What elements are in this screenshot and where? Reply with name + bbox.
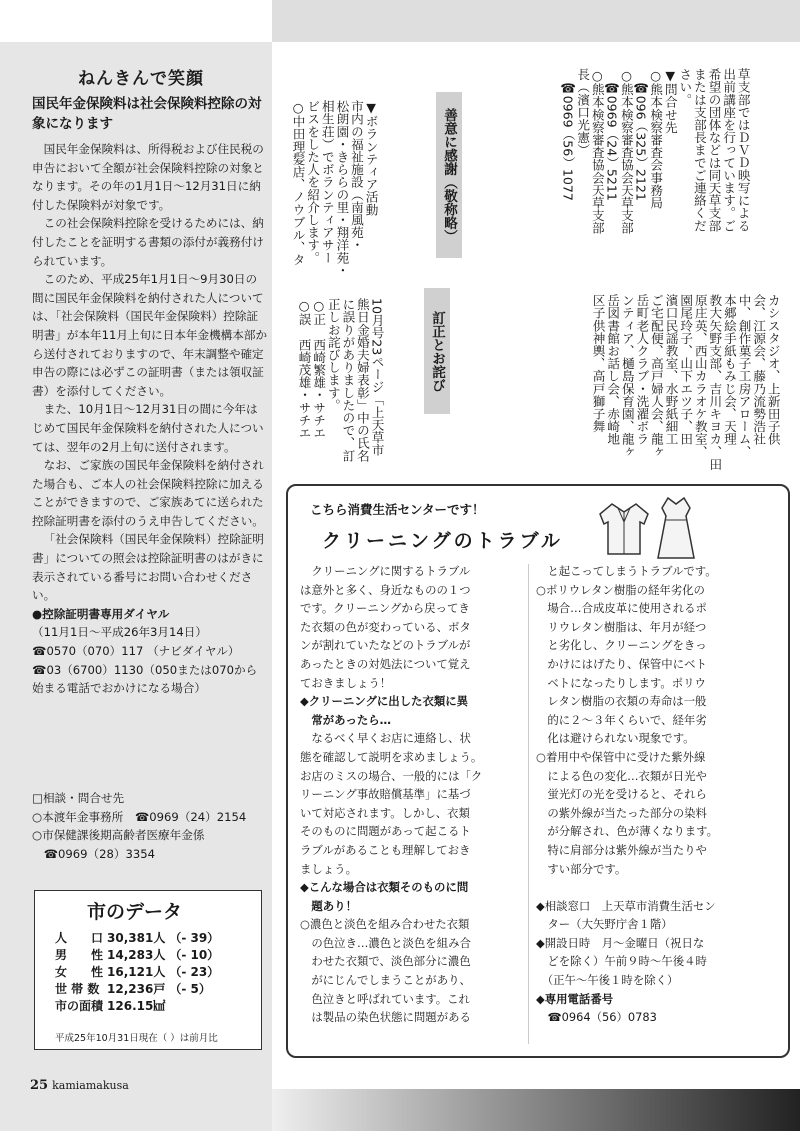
vertical-line: 中、創作菓子工房アローム、 xyxy=(736,294,752,458)
text-line: ◆専用電話番号 xyxy=(536,991,614,1006)
dress-icon xyxy=(654,494,698,562)
vertical-line: ○誤 西崎茂雄・サチエ xyxy=(296,298,312,440)
vertical-line: ○熊本検察審査会事務局 xyxy=(648,68,664,210)
correction-heading: 訂正とお詫び xyxy=(424,288,450,414)
text-line: は製品の染色状態に問題がある xyxy=(300,1010,471,1025)
row-label: 市の面積 xyxy=(55,999,104,1013)
vertical-line: 岳町老人クラブ・洗濯ボラ xyxy=(634,294,650,446)
contact-line: ○市保健課後期高齢者医療年金係 xyxy=(32,828,205,843)
vertical-line: ▼問合せ先 xyxy=(662,68,678,134)
vertical-line: ○熊本検察審査協会天草支部 xyxy=(589,68,605,235)
volunteer-text-block xyxy=(290,92,392,282)
jacket-icon xyxy=(594,498,654,558)
pension-paragraph: なお、ご家族の国民年金保険料を納付された場合も、ご本人の社会保険料控除に加えることができますので、ご家族あてに送られた控除証明書を添付のうえ申告してください。 xyxy=(32,458,264,528)
row-label: 女 性 xyxy=(55,965,104,979)
contact-section xyxy=(32,789,268,863)
vertical-line: ☎096（325）2121 xyxy=(633,68,649,201)
vertical-line: 草支部ではＤＶＤ映写による xyxy=(735,68,751,232)
text-line: ましょう。 xyxy=(300,861,357,876)
vertical-line: ☎0969（56）1077 xyxy=(560,68,576,201)
pension-paragraph: 「社会保険料（国民年金保険料）控除証明書」についての照会は控除証明書のはがきに表示されている番号にお問い合わせください。 xyxy=(32,532,264,603)
text-line: 題あり！ xyxy=(300,898,357,913)
text-line: かけにはげたり、保管中にベト xyxy=(536,656,707,671)
pension-article-title: 国民年金保険料は社会保険料控除の対象になります xyxy=(32,96,262,132)
thanks-heading: 善意に感謝（敬称略） xyxy=(436,92,462,258)
text-line: ベトになったりします。ポリウ xyxy=(536,675,706,690)
text-line: リウレタン樹脂は、年月が経つ xyxy=(536,619,707,634)
text-line: た衣類の色が変わっている、ボタ xyxy=(300,619,471,634)
vertical-line: 市内の福祉施設（南風苑・ xyxy=(348,100,364,252)
page-number xyxy=(30,1078,129,1093)
text-line: と起こってしまうトラブルです。 xyxy=(536,564,717,578)
row-change: （- 23） xyxy=(169,965,220,979)
city-data-note: 平成25年10月31日現在（ ）は前月比 xyxy=(55,1033,218,1044)
row-change: （- 10） xyxy=(169,948,220,962)
vertical-line: 教大矢野支部、吉川キヨカ、田 xyxy=(707,294,723,471)
vertical-line: 区子供神輿、高戸獅子舞 xyxy=(590,294,606,433)
vertical-line: 長（濱口光憲） xyxy=(575,68,591,157)
text-line: 蛍光灯の光を受けると、それら xyxy=(536,787,707,802)
vertical-line: さい。 xyxy=(677,68,693,106)
text-line xyxy=(536,878,776,897)
row-value: 14,283人 xyxy=(107,948,166,962)
vertical-line: 正しお詫びします。 xyxy=(325,298,341,412)
vertical-line: 希望の団体などは同天草支部 xyxy=(706,68,722,232)
text-line: 態を確認して説明を求めましょう。 xyxy=(300,749,483,764)
text-line: ◆クリーニングに出した衣類に異 xyxy=(300,694,469,709)
consumer-left-column xyxy=(300,562,528,1027)
city-data-box xyxy=(34,890,262,1050)
dial-period: （11月1日～平成26年3月14日） xyxy=(32,625,207,640)
vertical-line: カシスタジオ、上新田子供 xyxy=(765,294,781,446)
vertical-line: ○熊本検察審査協会天草支部 xyxy=(618,68,634,235)
text-line: ◆開設日時 月～金曜日（祝日な xyxy=(536,935,705,950)
text-line: 色泣きと呼ばれています。これ xyxy=(300,991,470,1006)
table-row xyxy=(55,946,223,963)
row-change: （- 5） xyxy=(169,982,211,996)
row-label: 世 帯 数 xyxy=(55,982,100,996)
correction-text-block xyxy=(296,290,398,480)
row-value: 30,381人 xyxy=(107,931,166,945)
text-line: ◆相談窓口 上天草市消費生活セン xyxy=(536,898,716,913)
row-label: 男 性 xyxy=(55,948,104,962)
pension-paragraph: このため、平成25年1月1日～9月30日の間に国民年金保険料を納付された人については、「社会保険料（国民年金保険料）控除証明書」が本年11月上旬に日本年金機構本部から送付されておりますので、年末調整や確定申告の際には必ずこの証明書（または領収証書）を添付してください。 xyxy=(32,272,268,398)
sidebar-header-strip xyxy=(0,0,272,42)
text-line: の紫外線が当たった部分の染料 xyxy=(536,805,707,820)
text-line: 化は避けられない現象です。 xyxy=(536,731,695,746)
text-line: ○濃色と淡色を組み合わせた衣類 xyxy=(300,917,470,932)
vertical-line: 熊日金婚夫婦表彰」中の氏名 xyxy=(354,298,370,462)
page-label: kamiamakusa xyxy=(52,1079,129,1092)
vertical-line: に誤りがありましたので、訂 xyxy=(340,298,356,462)
row-value: 12,236戸 xyxy=(107,982,166,996)
text-line: 場合…合成皮革に使用されるポ xyxy=(536,601,707,616)
vertical-line: 濱口民謡教室、水野紙細工 xyxy=(663,294,679,446)
row-value: 126.15㎢ xyxy=(107,999,166,1013)
vertical-line: 岳図書館お話し会、赤崎地 xyxy=(605,294,621,446)
text-line: どを除く）午前９時～午後４時 xyxy=(536,954,707,969)
pension-paragraph: この社会保険料控除を受けるためには、納付したことを証明する書類の添付が義務付けられています。 xyxy=(32,216,264,268)
vertical-line: 会、江源会、藤乃流勢浩社 xyxy=(751,294,767,446)
consumer-center-box xyxy=(286,484,790,1058)
text-line: お店のミスの場合、一般的には「ク xyxy=(300,768,483,783)
text-line: ○ポリウレタン樹脂の経年劣化の xyxy=(536,582,705,597)
table-row xyxy=(55,997,223,1014)
text-line: が分解され、色が薄くなります。 xyxy=(536,824,719,839)
text-line: わせた衣類で、淡色部分に濃色 xyxy=(300,954,471,969)
vertical-line: ▼ボランティア活動 xyxy=(363,100,379,216)
text-line: リーニング事故賠償基準」に基づ xyxy=(300,787,471,802)
dial-heading: ●控除証明書専用ダイヤル xyxy=(32,606,170,621)
text-line: いて対応されます。しかし、衣類 xyxy=(300,805,470,820)
vertical-line: 10月号23ページ「上天草市 xyxy=(369,298,385,457)
text-line: ター（大矢野庁舎１階） xyxy=(536,917,673,932)
pension-paragraph: 国民年金保険料は、所得税および住民税の申告において全額が社会保険料控除の対象となります。その年の1月1日～12月31日に納付した保険料が対象です。 xyxy=(32,142,264,212)
column-divider xyxy=(528,564,529,1044)
text-line: がにじんでしまうことがあり、 xyxy=(300,973,471,988)
text-line: ンが割れていたなどのトラブルが xyxy=(300,638,471,653)
page-number-value: 25 xyxy=(30,1078,49,1093)
vertical-line: 松朗園・きららの里・翔洋苑・ xyxy=(334,100,350,277)
text-line: の色泣き…濃色と淡色を組み合 xyxy=(300,935,471,950)
text-line: クリーニングに関するトラブル xyxy=(300,564,471,578)
text-line: あったときの対処法について覚え xyxy=(300,656,471,671)
vertical-line: ビスをした人を紹介します。 xyxy=(305,100,321,264)
contact-heading: □相談・問合せ先 xyxy=(32,791,125,805)
text-line: 的に２～３年くらいで、経年劣 xyxy=(536,712,707,727)
text-line: そのものに問題があって起こるト xyxy=(300,824,471,839)
pension-article-body xyxy=(32,140,268,698)
text-line: ておきましょう！ xyxy=(300,675,392,690)
text-line: （正午～午後１時を除く） xyxy=(536,973,679,988)
vertical-line: ○正 西崎繁雄・サチエ xyxy=(311,298,327,440)
contact-line: ☎0969（28）3354 xyxy=(32,846,155,861)
pension-paragraph: また、10月1日～12月31日の間に今年はじめて国民年金保険料を納付された人については、翌年の2月上旬に送付されます。 xyxy=(32,402,264,454)
inquest-text-block xyxy=(560,60,764,278)
vertical-line: 園尾玲子、山下エツ子、田 xyxy=(678,294,694,446)
vertical-line: 原庄英、西山カラオケ教室、 xyxy=(692,294,708,458)
city-data-title: 市のデータ xyxy=(87,901,183,923)
text-line: ☎0964（56）0783 xyxy=(536,1010,657,1025)
text-line: と劣化し、クリーニングをきっ xyxy=(536,638,707,653)
pension-banner: ねんきんで笑顔 xyxy=(78,69,204,89)
table-row xyxy=(55,980,223,997)
text-line: です。クリーニングから戻ってき xyxy=(300,601,470,616)
text-line: は意外と多く、身近なものの１つ xyxy=(300,582,471,597)
text-line: 特に肩部分は紫外線が当たりや xyxy=(536,842,707,857)
text-line: ○着用中や保管中に受けた紫外線 xyxy=(536,749,706,764)
row-change: （- 39） xyxy=(169,931,220,945)
vertical-line: 相生荘）でボランティアサー xyxy=(319,100,335,264)
consumer-title: クリーニングのトラブル xyxy=(322,530,563,552)
vertical-line: または支部長までご連絡くだ xyxy=(691,68,707,232)
top-grey-strip xyxy=(272,0,800,42)
vertical-line: ンティア、樋島保育園、龍ヶ xyxy=(619,294,635,458)
text-line: ◆こんな場合は衣類そのものに問 xyxy=(300,880,469,895)
consumer-right-column xyxy=(536,562,776,1027)
table-row xyxy=(55,963,223,980)
dial-phone-alt: ☎03（6700）1130（050または070から始まる電話でおかけになる場合） xyxy=(32,662,258,696)
volunteer-names-block xyxy=(590,286,794,474)
vertical-line: 本郷絵手紙もみじ会、天理 xyxy=(721,294,737,446)
vertical-line: ○中田理髪店、ノウブル、タ xyxy=(290,100,306,267)
consumer-subtitle: こちら消費生活センターです！ xyxy=(310,502,485,517)
vertical-line: ご宅配便、高戸婦人会、龍ヶ xyxy=(648,294,664,458)
text-line: レタン樹脂の衣類の寿命は一般 xyxy=(536,694,707,709)
sidebar-column xyxy=(0,0,272,1131)
contact-line: ○本渡年金事務所 ☎0969（24）2154 xyxy=(32,809,247,824)
text-line: による色の変化…衣類が日光や xyxy=(536,768,707,783)
table-row xyxy=(55,929,223,946)
text-line: なるべく早くお店に連絡し、状 xyxy=(300,731,471,746)
vertical-line: 出前講座を行っています。ご xyxy=(721,68,737,232)
text-line: ラブルがあることも理解しておき xyxy=(300,842,471,857)
row-value: 16,121人 xyxy=(107,965,166,979)
text-line: すい部分です。 xyxy=(536,861,627,876)
row-change xyxy=(169,997,223,1014)
dial-phone-navi: ☎0570（070）117 （ナビダイヤル） xyxy=(32,644,240,659)
bottom-gradient-band xyxy=(272,1089,800,1131)
city-data-table xyxy=(55,929,223,1014)
row-label: 人 口 xyxy=(55,931,104,945)
text-line: 常があったら… xyxy=(300,712,392,727)
vertical-line: ☎0969（24）5211 xyxy=(604,68,620,201)
